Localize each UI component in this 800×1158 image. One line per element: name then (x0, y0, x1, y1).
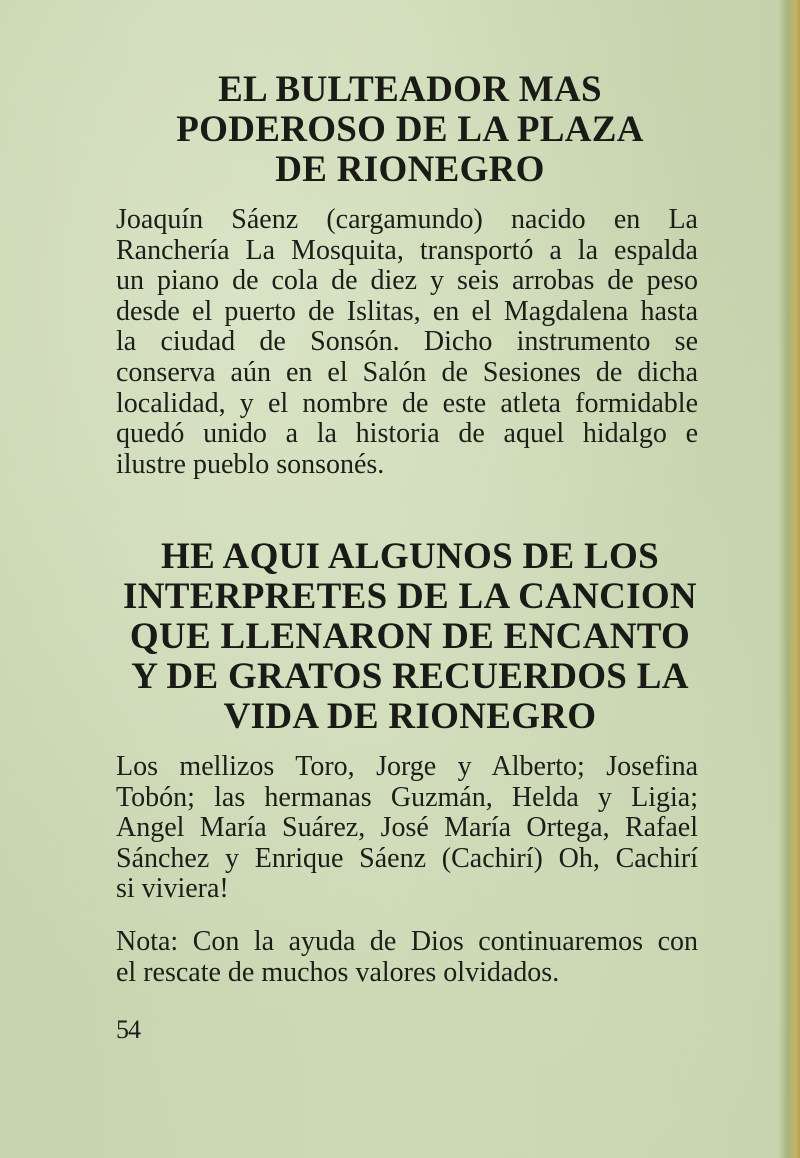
heading-line: PODEROSO DE LA PLAZA (176, 109, 644, 150)
text-line: Nota: Con la ayuda de Dios continuaremos con (116, 926, 698, 957)
heading-line: INTERPRETES DE LA CANCION (123, 576, 697, 617)
text-line: Angel María Suárez, José María Ortega, Rafael (116, 812, 698, 844)
text-line: Sánchez y Enrique Sáenz (Cachirí) Oh, Cachirí (116, 842, 698, 874)
page-number: 54 (116, 1015, 140, 1044)
text-line: Joaquín Sáenz (cargamundo) nacido en La (116, 204, 698, 235)
text-line: desde el puerto de Islitas, en el Magdalena hasta (116, 295, 698, 327)
text-line: ilustre pueblo sonsonés. (116, 448, 385, 480)
text-line: Los mellizos Toro, Jorge y Alberto; Josefina (116, 751, 698, 782)
heading-line: VIDA DE RIONEGRO (223, 696, 597, 737)
text-line: localidad, y el nombre de este atleta formidable (116, 387, 698, 419)
section-heading-bulteador (110, 70, 710, 190)
section-heading-interpretes (110, 537, 710, 737)
page-edge-shadow (778, 0, 800, 1158)
heading-line: Y DE GRATOS RECUERDOS LA (131, 656, 689, 697)
paragraph-interpretes-list (116, 752, 698, 905)
heading-line: DE RIONEGRO (275, 149, 545, 190)
text-line: quedó unido a la historia de aquel hidalgo e (116, 418, 698, 450)
paragraph-joaquin-saenz (116, 205, 698, 480)
heading-line: QUE LLENARON DE ENCANTO (129, 616, 691, 657)
heading-line: HE AQUI ALGUNOS DE LOS (160, 536, 659, 577)
text-line: conserva aún en el Salón de Sesiones de dicha (116, 356, 698, 388)
paragraph-nota (116, 927, 698, 988)
text-line: Ranchería La Mosquita, transportó a la espalda (116, 234, 698, 266)
text-line: la ciudad de Sonsón. Dicho instrumento se (116, 326, 698, 358)
text-line: el rescate de muchos valores olvidados. (116, 956, 560, 988)
text-line: un piano de cola de diez y seis arrobas de peso (116, 265, 698, 297)
heading-line: EL BULTEADOR MAS (218, 69, 602, 110)
text-line: si viviera! (116, 873, 229, 905)
text-line: Tobón; las hermanas Guzmán, Helda y Ligia; (116, 781, 698, 813)
